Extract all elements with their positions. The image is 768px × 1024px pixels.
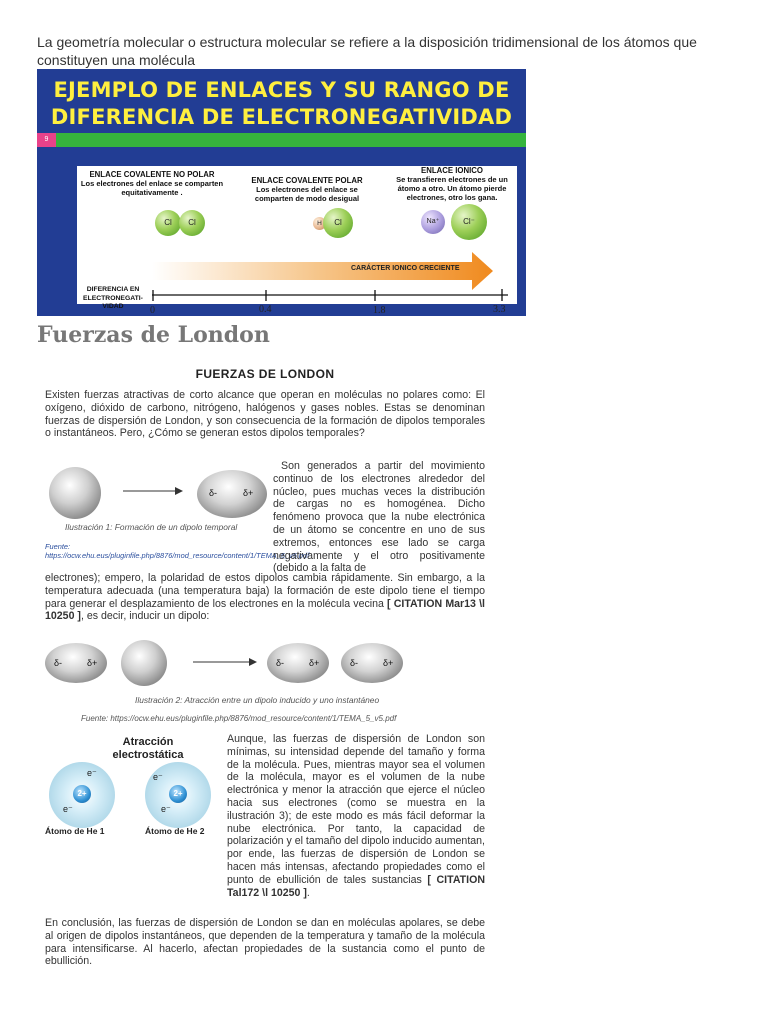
he-title: Atracción electrostática (112, 736, 184, 761)
enlace-covalente-polar (242, 176, 372, 203)
arrow-icon (123, 485, 183, 497)
h-atom: H (313, 217, 326, 230)
slide-title (37, 77, 526, 131)
slide-title-line2: DIFERENCIA DE ELECTRONEGATIVIDAD (50, 105, 513, 129)
delta-plus: δ+ (309, 658, 320, 669)
doc-paragraph-2a: Son generados a partir del movimiento continuo de los electrones alrededor del núcleo, pues muchas veces la distribución de cargas no es homogénea. Dicho fenómeno provoca que la nube electrónica de un átomo se concentre en uno de sus extremos, entonces ese lado se carga negativamente y el otro positivamente (debido a la falta de (273, 460, 485, 575)
tick-0-4: 0.4 (259, 304, 272, 315)
enlace-desc: Los electrones del enlace se comparten de modo desigual (254, 185, 360, 203)
cl-atom: Cl (323, 208, 353, 238)
enlace-ionico (387, 166, 517, 202)
fuente-2: Fuente: https://ocw.ehu.eus/pluginfile.php/8876/mod_resource/content/1/TEMA_5_v5.pdf (81, 714, 397, 723)
doc-paragraph-2b (45, 572, 485, 623)
delta-plus: δ+ (87, 658, 98, 669)
doc-paragraph-1: Existen fuerzas atractivas de corto alcance que operan en moléculas no polares como: El oxígeno, dióxido de carbono, nitrógeno, halógenos y gases nobles. Estas se denominan fuerzas de dispersión de London, y son consecuencia de la formación de dipolos temporales o instantáneos. Pero, ¿Cómo se generan estos dipolos temporales? (45, 389, 485, 440)
delta-minus: δ- (209, 488, 218, 499)
tick-1-8: 1.8 (373, 305, 386, 316)
tick-3-3: 3.3 (493, 304, 506, 315)
enlace-desc: Los electrones del enlace se comparten equitativamente . (80, 179, 224, 197)
slide-green-bar (37, 133, 526, 147)
enlace-title: ENLACE IONICO (421, 166, 483, 175)
electronegativity-axis (152, 289, 512, 309)
dipole-ellipse (267, 643, 329, 683)
enlace-desc: Se transfieren electrones de un átomo a otro. Un átomo pierde electrones, otro los gana. (396, 175, 508, 202)
electron: e⁻ (87, 768, 97, 778)
electron: e⁻ (161, 804, 171, 814)
cl-atom: Cl (155, 210, 181, 236)
tick-0: 0 (150, 305, 155, 316)
he-nucleus: 2+ (73, 785, 91, 803)
para2b-text: electrones); empero, la polaridad de estos dipolos cambia rápidamente. Sin embargo, a la temperatura adecuada (una temperatura baja) la formación de este dipolo tiene el tiempo para generar el desplazamiento de los electrones en la molécula vecina (45, 572, 485, 610)
ionic-arrow (152, 251, 497, 293)
cl-atom: Cl (179, 210, 205, 236)
enlace-covalente-no-polar (77, 170, 227, 197)
cl-ion: Cl⁻ (451, 204, 487, 240)
slide-title-line1: EJEMPLO DE ENLACES Y SU RANGO DE (53, 78, 510, 102)
delta-plus: δ+ (243, 488, 254, 499)
sphere-atom (49, 467, 101, 519)
enlace-title: ENLACE COVALENTE POLAR (251, 176, 363, 185)
he-label-1: Átomo de He 1 (45, 826, 105, 836)
doc-title: FUERZAS DE LONDON (195, 367, 335, 381)
doc-paragraph-3 (227, 733, 485, 899)
delta-plus: δ+ (383, 658, 394, 669)
na-ion: Na⁺ (421, 210, 445, 234)
dipole-ellipse (197, 470, 267, 518)
caption-1: Ilustración 1: Formación de un dipolo temporal (65, 522, 238, 532)
electron: e⁻ (63, 804, 73, 814)
arrow-label: CARÁCTER IONICO CRECIENTE (351, 265, 460, 272)
para3-end: . (306, 886, 310, 899)
slide-image (37, 69, 526, 316)
citation-1: [ CITATION Mar13 \l 10250 ] (45, 597, 485, 623)
document-page-image (37, 360, 493, 980)
sphere-atom (121, 640, 167, 686)
dipole-ellipse (45, 643, 107, 683)
fuente-1: Fuente: https://ocw.ehu.eus/pluginfile.php/8876/mod_resource/content/1/TEMA_5_v5.pdf (45, 542, 310, 560)
arrow-icon (193, 656, 257, 668)
delta-minus: δ- (54, 658, 63, 669)
section-heading: Fuerzas de London (37, 322, 270, 348)
para2c-text: , es decir, inducir un dipolo: (80, 610, 210, 623)
axis-label: DIFERENCIA EN ELECTRONEGATI-VIDAD (83, 286, 143, 310)
intro-paragraph: La geometría molecular o estructura molecular se refiere a la disposición tridimensional de los átomos que constituyen una molécula (37, 34, 697, 68)
doc-paragraph-4: En conclusión, las fuerzas de dispersión de London se dan en moléculas apolares, se debe al origen de dipolos instantáneos, que dependen de la temperatura y tamaño de la molécula para intensificarse. Al hacerlo, afectan propiedades de la sustancia como el punto de ebullición. (45, 917, 485, 968)
citation-2: [ CITATION Tal172 \l 10250 ] (227, 873, 485, 899)
caption-2: Ilustración 2: Atracción entre un dipolo inducido y uno instantáneo (135, 695, 380, 705)
slide-number: 9 (37, 133, 56, 147)
delta-minus: δ- (350, 658, 359, 669)
he-nucleus: 2+ (169, 785, 187, 803)
electron: e⁻ (153, 772, 163, 782)
delta-minus: δ- (276, 658, 285, 669)
he-label-2: Átomo de He 2 (145, 826, 205, 836)
para3-text: Aunque, las fuerzas de dispersión de London son mínimas, su intensidad depende del tamaño y forma de la molécula. Pues, mientras mayor sea el volumen de la molécula, mayor es el volumen de la nube electrónica y menor la atracción que ejerce el núcleo hacia sus electrones (como se muestra en la ilustración 3); de este modo es más fácil deformar la nube electrónica. Por tanto, la capacidad de polarización y el tamaño del dipolo inducido aumentan, por ende, las fuerzas de dispersión de London se hacen más intensas, afectando propiedades como el punto de ebullición de tales sustancias (227, 733, 485, 886)
dipole-ellipse (341, 643, 403, 683)
enlace-title: ENLACE COVALENTE NO POLAR (89, 170, 215, 179)
